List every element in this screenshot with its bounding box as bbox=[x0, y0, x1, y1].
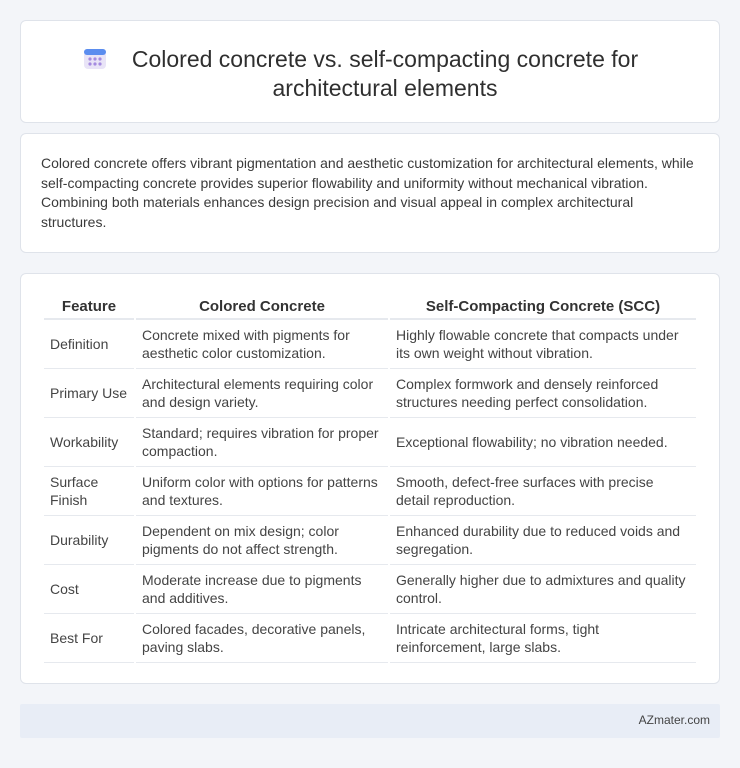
table-row bbox=[44, 320, 696, 369]
comparison-table-card bbox=[20, 273, 720, 684]
table-row bbox=[44, 614, 696, 663]
summary-card bbox=[20, 133, 720, 253]
table-header-row bbox=[44, 294, 696, 320]
row-scc-value: Smooth, defect-free surfaces with precise detail reproduction. bbox=[390, 467, 696, 516]
row-feature: Durability bbox=[44, 516, 134, 565]
footer bbox=[20, 704, 720, 738]
row-feature: Surface Finish bbox=[44, 467, 134, 516]
row-scc-value: Highly flowable concrete that compacts under its own weight without vibration. bbox=[390, 320, 696, 369]
row-colored-value: Dependent on mix design; color pigments do not affect strength. bbox=[136, 516, 388, 565]
footer-site-link[interactable]: AZmater.com bbox=[638, 713, 710, 727]
table-row bbox=[44, 467, 696, 516]
row-colored-value: Uniform color with options for patterns and textures. bbox=[136, 467, 388, 516]
row-feature: Cost bbox=[44, 565, 134, 614]
row-colored-value: Moderate increase due to pigments and additives. bbox=[136, 565, 388, 614]
header-colored-concrete: Colored Concrete bbox=[136, 294, 388, 320]
row-feature: Primary Use bbox=[44, 369, 134, 418]
page-title: Colored concrete vs. self-compacting concrete for architectural elements bbox=[131, 46, 639, 101]
header-scc: Self-Compacting Concrete (SCC) bbox=[390, 294, 696, 320]
row-feature: Workability bbox=[44, 418, 134, 467]
row-scc-value: Intricate architectural forms, tight reinforcement, large slabs. bbox=[390, 614, 696, 663]
row-colored-value: Colored facades, decorative panels, paving slabs. bbox=[136, 614, 388, 663]
row-scc-value: Exceptional flowability; no vibration needed. bbox=[390, 418, 696, 467]
row-colored-value: Concrete mixed with pigments for aesthetic color customization. bbox=[136, 320, 388, 369]
header-feature: Feature bbox=[44, 294, 134, 320]
row-colored-value: Standard; requires vibration for proper compaction. bbox=[136, 418, 388, 467]
table-row bbox=[44, 418, 696, 467]
table-row bbox=[44, 565, 696, 614]
comparison-table bbox=[42, 294, 698, 663]
row-feature: Definition bbox=[44, 320, 134, 369]
title-card bbox=[20, 20, 720, 123]
row-colored-value: Architectural elements requiring color and design variety. bbox=[136, 369, 388, 418]
table-row bbox=[44, 516, 696, 565]
table-row bbox=[44, 369, 696, 418]
summary-text: Colored concrete offers vibrant pigmentation and aesthetic customization for architectural elements, while self-compacting concrete provides superior flowability and uniformity without mechanical vibration. Combining both materials enhances design precision and visual appeal in complex architectural structures. bbox=[41, 155, 694, 230]
row-feature: Best For bbox=[44, 614, 134, 663]
row-scc-value: Enhanced durability due to reduced voids and segregation. bbox=[390, 516, 696, 565]
row-scc-value: Complex formwork and densely reinforced structures needing perfect consolidation. bbox=[390, 369, 696, 418]
row-scc-value: Generally higher due to admixtures and quality control. bbox=[390, 565, 696, 614]
